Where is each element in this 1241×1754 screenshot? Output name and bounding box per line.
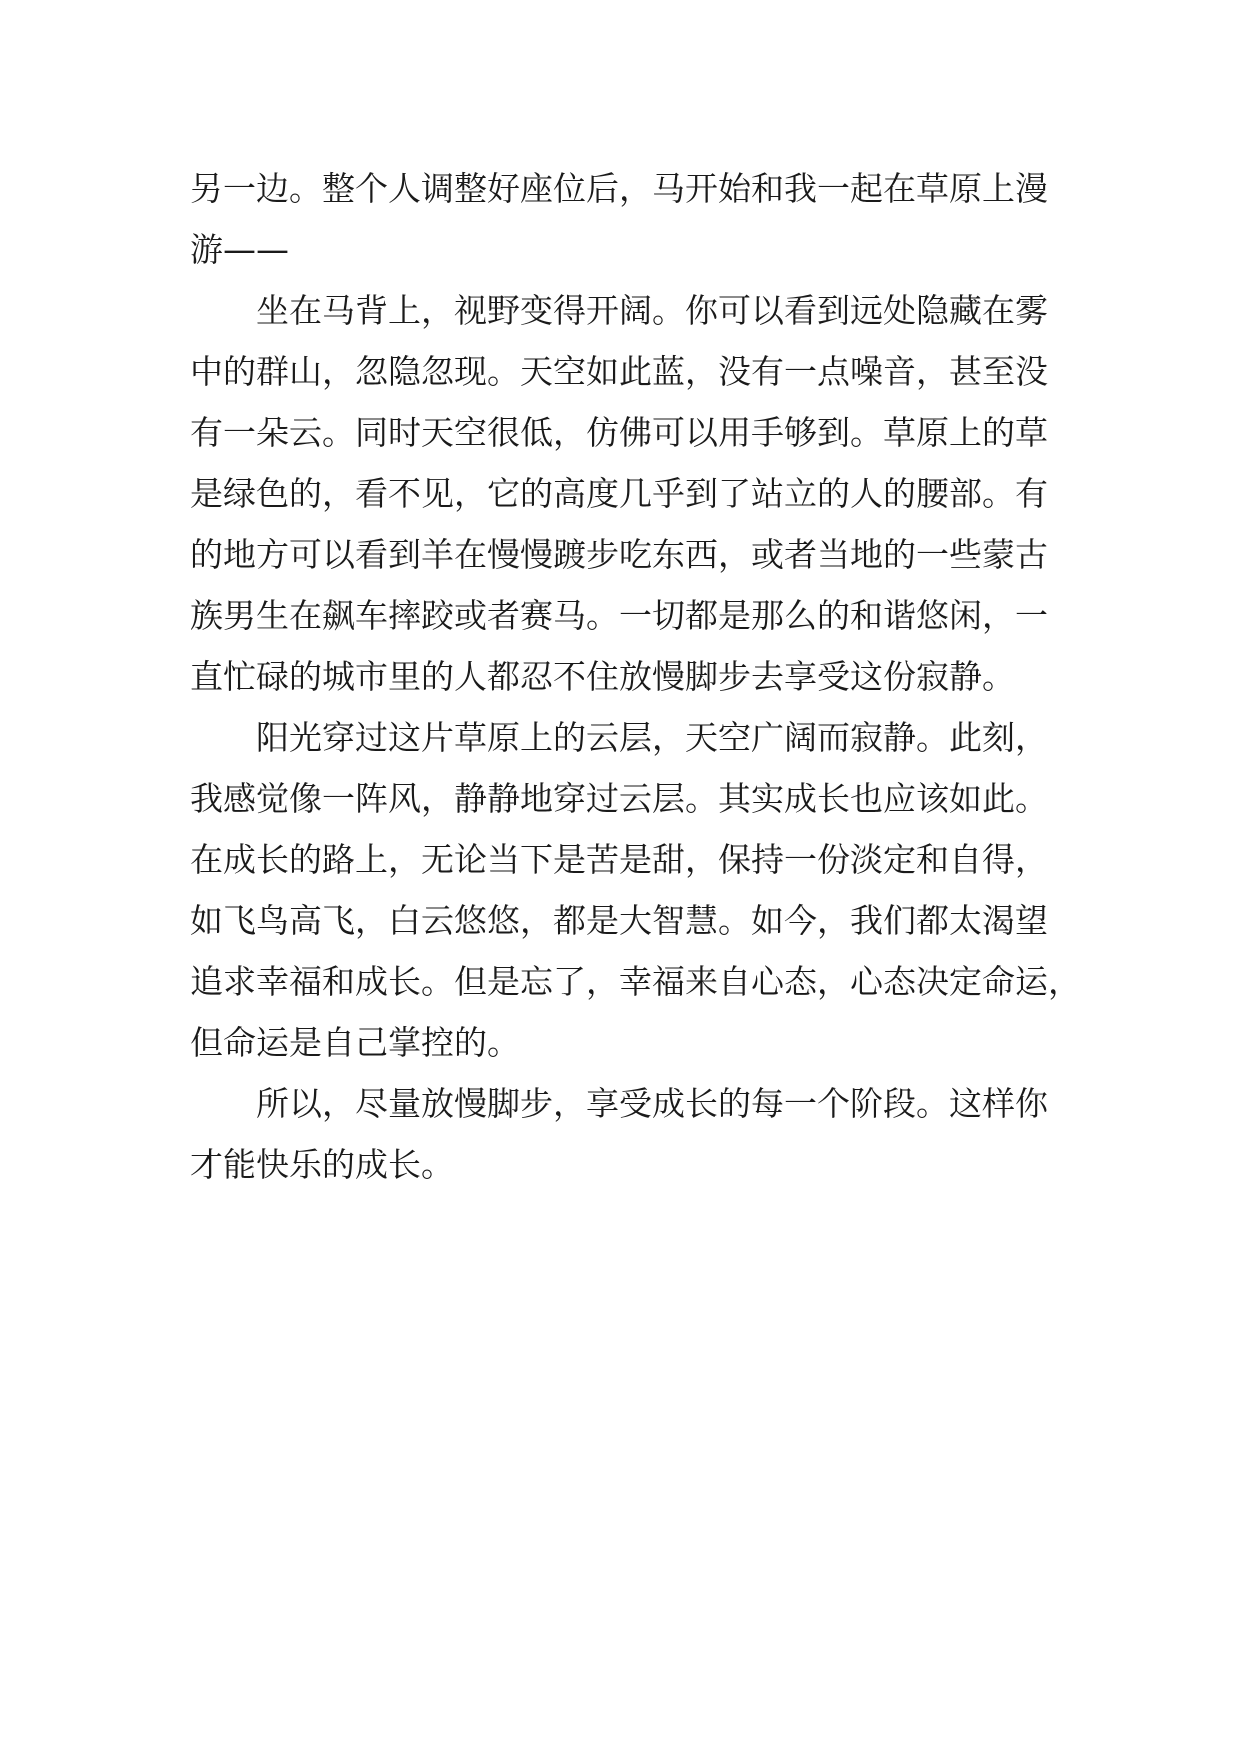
- document-page: [190, 158, 1081, 1195]
- text-line: 族男生在飙车摔跤或者赛马。一切都是那么的和谐悠闲，一: [190, 596, 1048, 635]
- text-line: 如飞鸟高飞，白云悠悠，都是大智慧。如今，我们都太渴望: [190, 901, 1048, 940]
- text-line: 所以，尽量放慢脚步，享受成长的每一个阶段。这样你: [256, 1084, 1048, 1123]
- text-line: 坐在马背上，视野变得开阔。你可以看到远处隐藏在雾: [256, 291, 1048, 330]
- paragraph-1: [190, 158, 1066, 280]
- text-line: 直忙碌的城市里的人都忍不住放慢脚步去享受这份寂静。: [190, 657, 1015, 696]
- text-line: 有一朵云。同时天空很低，仿佛可以用手够到。草原上的草: [190, 413, 1048, 452]
- paragraph-4: [190, 1073, 1066, 1195]
- text-line: 另一边。整个人调整好座位后，马开始和我一起在草原上漫: [190, 169, 1048, 208]
- text-line: 但命运是自己掌控的。: [190, 1023, 520, 1062]
- paragraph-2: [190, 280, 1066, 707]
- text-line: 中的群山，忽隐忽现。天空如此蓝，没有一点噪音，甚至没: [190, 352, 1048, 391]
- text-line: 追求幸福和成长。但是忘了，幸福来自心态，心态决定命运，: [190, 962, 1081, 1001]
- text-line: 阳光穿过这片草原上的云层，天空广阔而寂静。此刻，: [256, 718, 1048, 757]
- text-line: 是绿色的，看不见，它的高度几乎到了站立的人的腰部。有: [190, 474, 1048, 513]
- text-line: 我感觉像一阵风，静静地穿过云层。其实成长也应该如此。: [190, 779, 1048, 818]
- text-line: 在成长的路上，无论当下是苦是甜，保持一份淡定和自得，: [190, 840, 1048, 879]
- text-line: 才能快乐的成长。: [190, 1145, 454, 1184]
- text-line: 的地方可以看到羊在慢慢踱步吃东西，或者当地的一些蒙古: [190, 535, 1048, 574]
- text-line: 游——: [190, 230, 289, 269]
- paragraph-3: [190, 707, 1081, 1073]
